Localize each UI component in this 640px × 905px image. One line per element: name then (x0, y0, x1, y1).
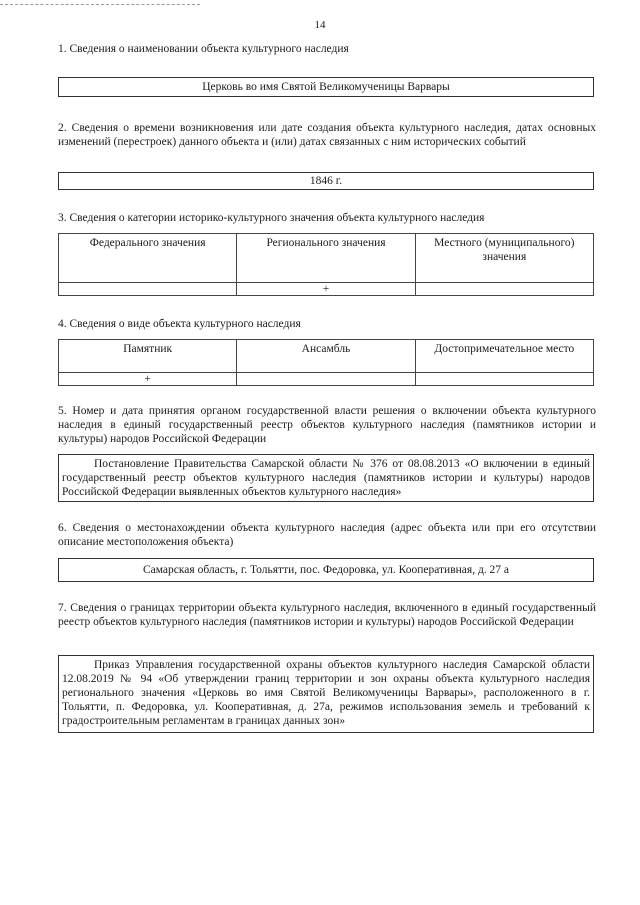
category-regional-mark: + (237, 283, 415, 296)
category-mark-row (59, 283, 594, 296)
section-2-value-box (58, 172, 594, 190)
section-7-value-box (58, 655, 594, 733)
section-1-value-box (58, 77, 594, 97)
category-table (58, 233, 594, 296)
section-7-value: Приказ Управления государственной охраны объектов культурного наследия Самарской области 12.08.2019 № 94 «Об утверждении границ территории и зон охраны объекта культурного наследия регионального значения «Церковь во имя Святой Великомученицы Варвары», расположенного в г. Тольятти, п. Федоровка, ул. Кооперативная, д. 27а, режимов использования земель и требований к градостроительным регламентам в границах данных зон» (62, 659, 590, 727)
top-scan-mark (0, 4, 200, 5)
section-3-title: 3. Сведения о категории историко-культурного значения объекта культурного наследия (58, 212, 485, 224)
section-5-value-box (58, 454, 594, 502)
section-2-title: 2. Сведения о времени возникновения или дате создания объекта культурного наследия, датах основных изменений (перестроек) данного объекта и (или) датах связанных с ним исторических событий (58, 122, 596, 148)
section-1-title: 1. Сведения о наименовании объекта культурного наследия (58, 43, 349, 55)
section-5-value: Постановление Правительства Самарской области № 376 от 08.08.2013 «О включении в единый государственный реестр объектов культурного наследия (памятников истории и культуры) народов Российской Федерации выявленных объектов культурного наследия» (62, 458, 590, 498)
section-5-title: 5. Номер и дата принятия органом государственной власти решения о включении объекта культурного наследия в единый государственный реестр объектов культурного наследия (памятников истории и культуры) народов Российской Федерации (58, 405, 596, 445)
section-6-value-box (58, 558, 594, 582)
section-1-value: Церковь во имя Святой Великомученицы Варвары (202, 81, 450, 93)
type-header-row (59, 340, 594, 373)
section-7-title: 7. Сведения о границах территории объекта культурного наследия, включенного в единый государственный реестр объектов культурного наследия (памятников истории и культуры) народов Российской Федерации (58, 602, 596, 628)
type-landmark-header: Достопримечательное место (415, 340, 593, 373)
type-monument-header: Памятник (59, 340, 237, 373)
category-federal-header: Федерального значения (59, 234, 237, 283)
type-mark-row (59, 373, 594, 386)
type-table (58, 339, 594, 386)
category-local-header: Местного (муниципального) значения (415, 234, 593, 283)
category-header-row (59, 234, 594, 283)
section-2-value: 1846 г. (309, 175, 343, 187)
section-6-title: 6. Сведения о местонахождении объекта культурного наследия (адрес объекта или при его отсутствии описание местоположения объекта) (58, 522, 596, 548)
category-regional-header: Регионального значения (237, 234, 415, 283)
section-4-title: 4. Сведения о виде объекта культурного наследия (58, 318, 301, 330)
section-6-value: Самарская область, г. Тольятти, пос. Федоровка, ул. Кооперативная, д. 27 а (142, 564, 510, 576)
type-monument-mark: + (59, 373, 237, 386)
page-number: 14 (314, 19, 326, 31)
type-landmark-mark (415, 373, 593, 386)
category-federal-mark (59, 283, 237, 296)
type-ensemble-header: Ансамбль (237, 340, 415, 373)
type-ensemble-mark (237, 373, 415, 386)
category-local-mark (415, 283, 593, 296)
